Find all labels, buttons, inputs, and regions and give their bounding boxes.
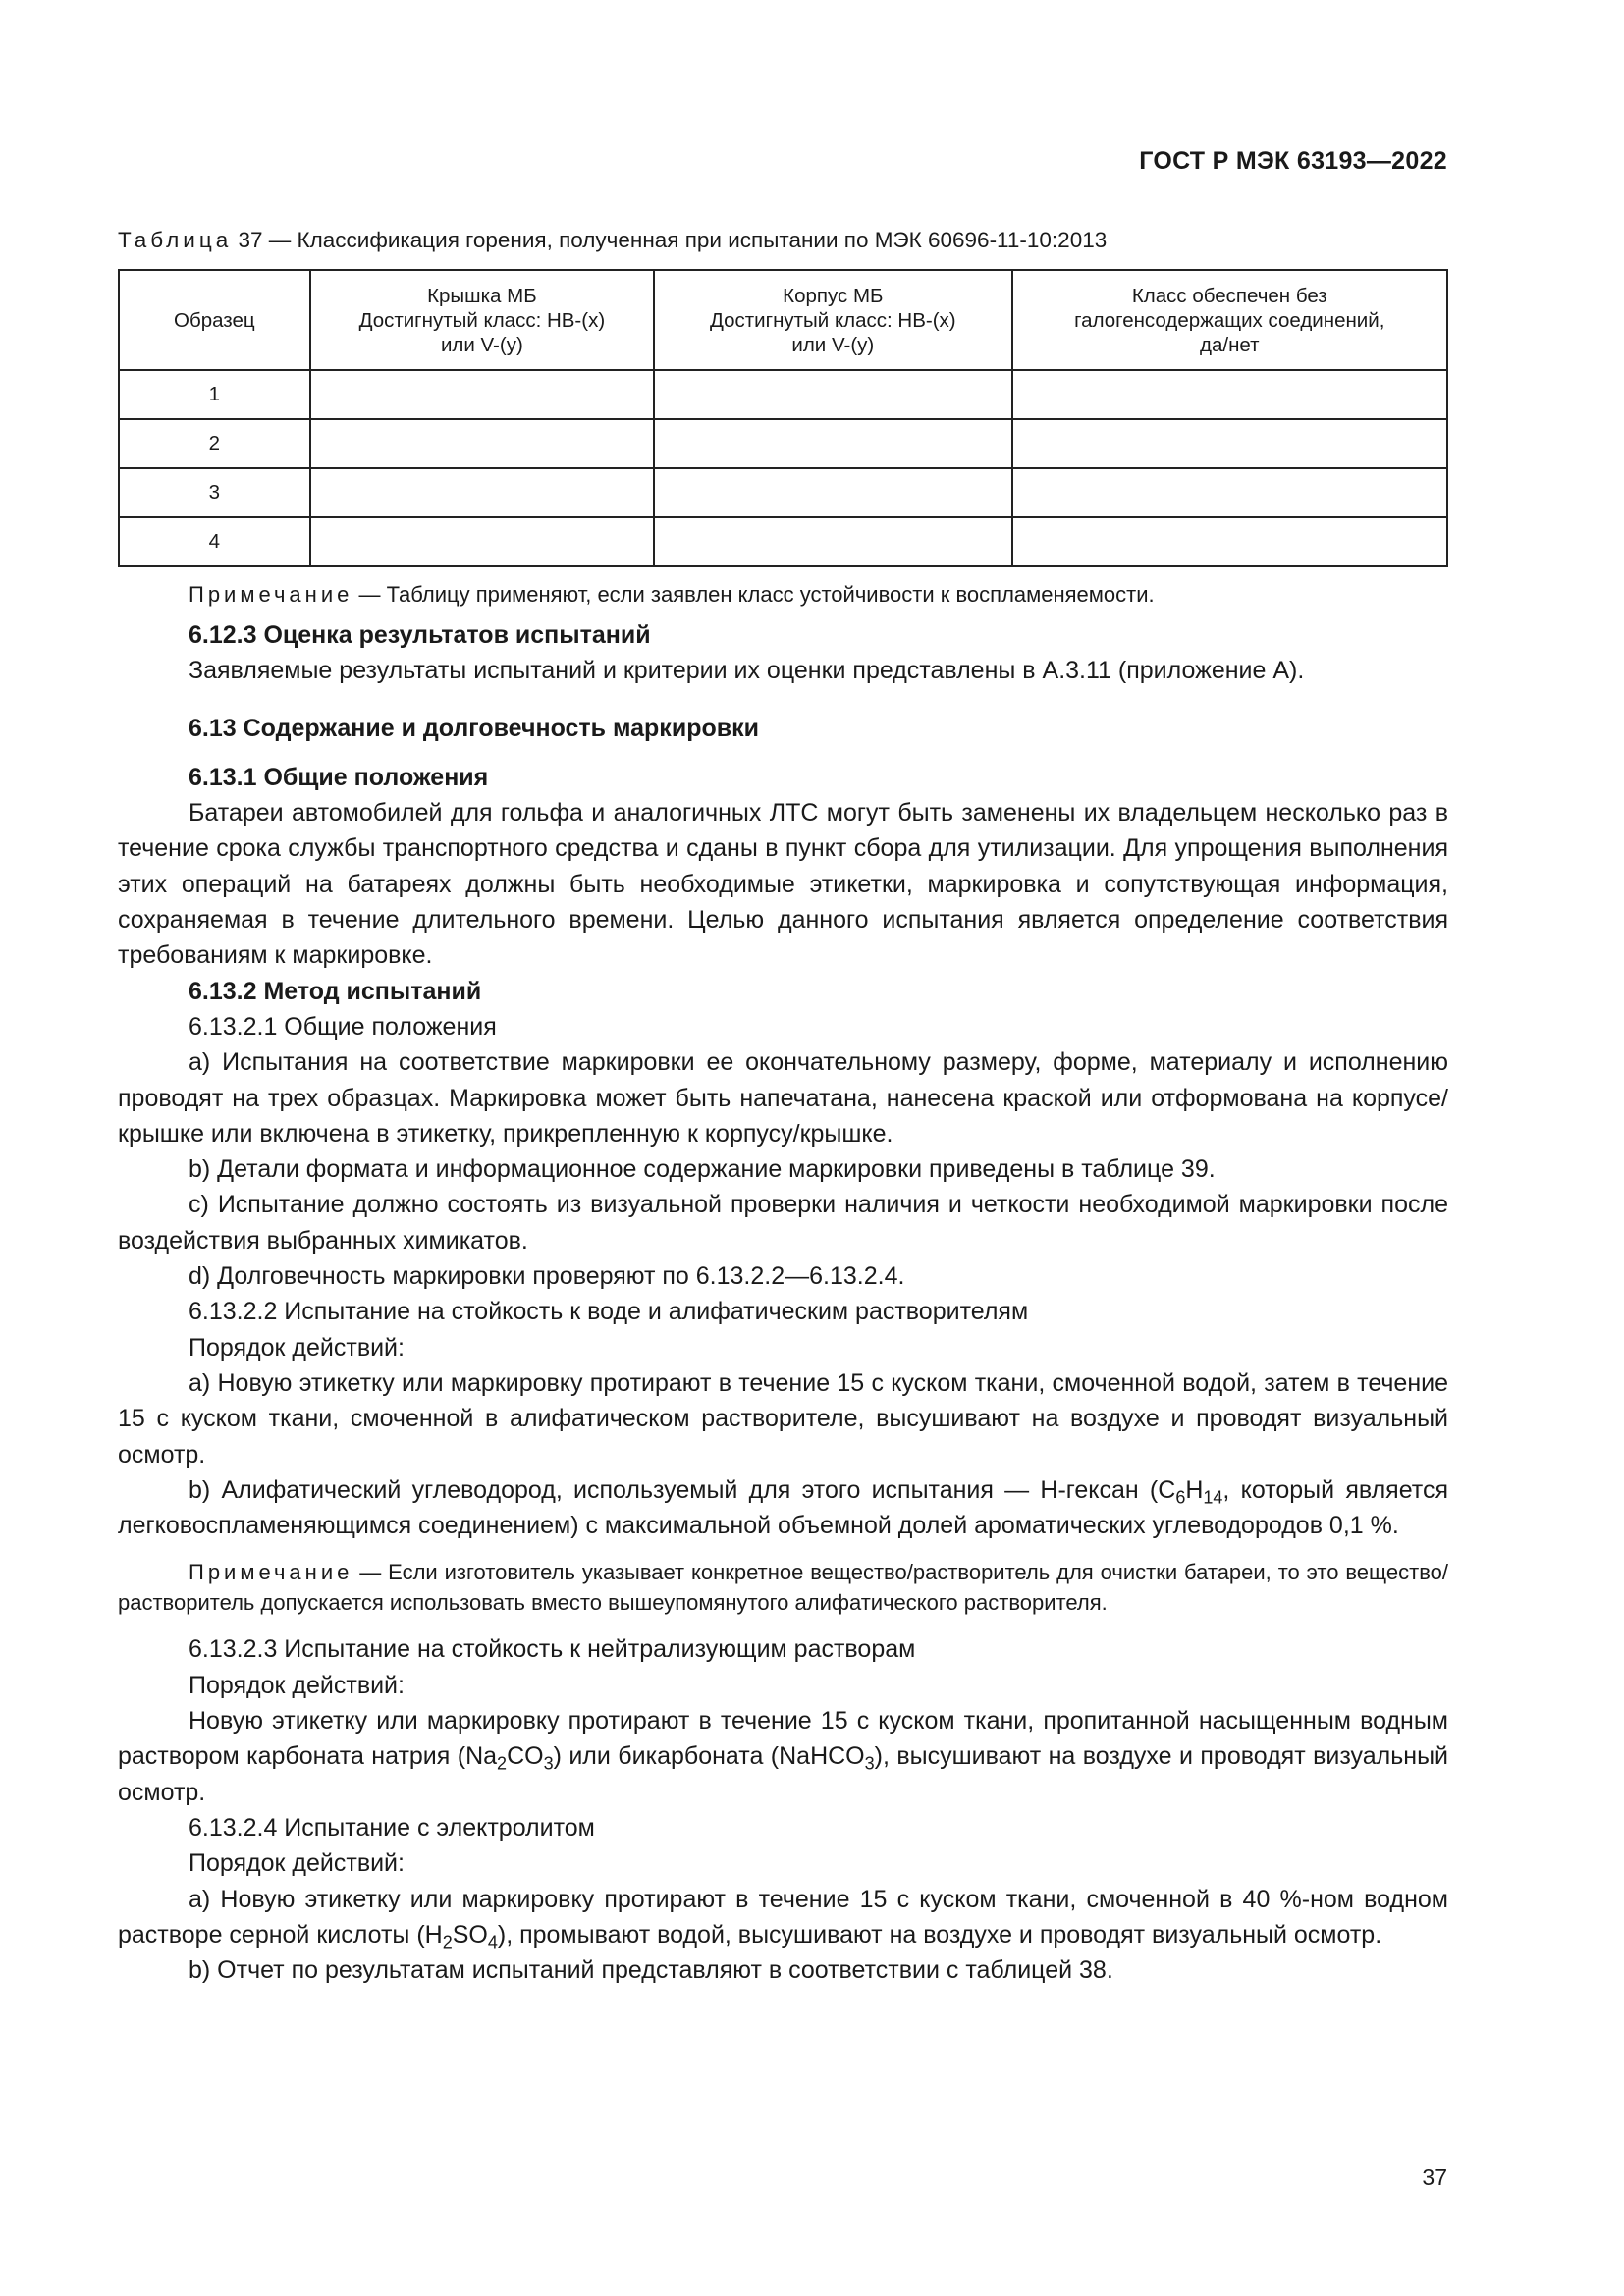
classification-table [118, 269, 1448, 567]
subscript: 3 [543, 1753, 554, 1774]
subscript: 2 [442, 1932, 453, 1952]
section-heading-6-12-3: 6.12.3 Оценка результатов испытаний [189, 621, 651, 649]
column-header-halogen-free: Класс обеспечен без галогенсодержащих соединений, да/нет [1012, 270, 1447, 370]
column-header-sample: Образец [119, 270, 310, 370]
page-number: 37 [1422, 2164, 1447, 2190]
table-cell [310, 517, 654, 566]
subscript: 3 [864, 1753, 875, 1774]
table-caption-text: 37 — Классификация горения, полученная при испытании по МЭК 60696-11-10:2013 [232, 228, 1108, 252]
table-row [119, 419, 1447, 468]
subsection-title-6-13-2-3: 6.13.2.3 Испытание на стойкость к нейтрализующим растворам [189, 1635, 916, 1664]
column-header-case: Корпус МБ Достигнутый класс: НВ-(x) или V-(y) [654, 270, 1011, 370]
section-text-6-12-3: Заявляемые результаты испытаний и критерии их оценки представлены в А.3.11 (приложение А). [189, 657, 1305, 685]
table-note-label: Примечание [189, 582, 353, 607]
subscript: 6 [1175, 1487, 1186, 1508]
table-row [119, 517, 1447, 566]
note-text: — Если изготовитель указывает конкретное вещество/растворитель для очистки батареи, то это вещество/растворитель допускается использовать вместо вышеупомянутого алифатического растворителя. [118, 1560, 1448, 1616]
sample-number-cell: 3 [119, 468, 310, 517]
text-run: Новую этикетку или маркировку протирают в течение 15 с куском ткани, пропитанной насыщенным водным раствором карбоната натрия (Na [118, 1707, 1448, 1771]
table-cell [1012, 419, 1447, 468]
text-run: ), промывают водой, высушивают на воздухе и проводят визуальный осмотр. [497, 1920, 1382, 1949]
table-caption-label: Таблица [118, 228, 233, 252]
list-item-a: a) Испытания на соответствие маркировки ее окончательному размеру, форме, материалу и исполнению проводят на трех образцах. Маркировка может быть напечатана, нанесена краской или отформована на корпусе/крышке или включена в этикетку, прикрепленную к корпусу/крышке. [118, 1048, 1448, 1148]
note-label: Примечание [189, 1560, 353, 1585]
table-body [119, 370, 1447, 566]
text-run: SO [452, 1920, 488, 1949]
table-cell [1012, 468, 1447, 517]
list-item-a: a) Новую этикетку или маркировку протирают в течение 15 с куском ткани, смоченной водой, затем в течение 15 с куском ткани, смоченной в алифатическом растворителе, высушивают на воздухе и проводят визуальный осмотр. [118, 1368, 1448, 1468]
procedure-label: Порядок действий: [189, 1849, 405, 1878]
table-cell [654, 419, 1011, 468]
table-row [119, 468, 1447, 517]
text-run: , который является легковоспламеняющимся соединением) с максимальной объемной долей ароматических углеводородов 0,1 %. [118, 1475, 1448, 1540]
table-row [119, 370, 1447, 419]
list-item-b-hexane [118, 1472, 1448, 1544]
table-caption [118, 228, 1448, 253]
table-cell [310, 419, 654, 468]
section-heading-6-13-2: 6.13.2 Метод испытаний [189, 977, 482, 1005]
solvent-note [118, 1557, 1448, 1618]
table-cell [310, 468, 654, 517]
subscript: 2 [497, 1753, 508, 1774]
table-cell [1012, 370, 1447, 419]
subsection-title-6-13-2-2: 6.13.2.2 Испытание на стойкость к воде и алифатическим растворителям [189, 1298, 1029, 1326]
list-item-c: c) Испытание должно состоять из визуальной проверки наличия и четкости необходимой маркировки после воздействия выбранных химикатов. [118, 1191, 1448, 1255]
standard-designation: ГОСТ Р МЭК 63193—2022 [1139, 147, 1447, 175]
procedure-label: Порядок действий: [189, 1671, 405, 1699]
text-run: ) или бикарбоната (NaHCO [553, 1742, 865, 1771]
table-cell [310, 370, 654, 419]
text-run: ), высушивают на воздухе и проводят визуальный осмотр. [118, 1742, 1448, 1806]
table-cell [1012, 517, 1447, 566]
subscript: 4 [487, 1932, 498, 1952]
section-text-6-13-1: Батареи автомобилей для гольфа и аналогичных ЛТС могут быть заменены их владельцем несколько раз в течение срока службы транспортного средства и сданы в пункт сбора для утилизации. Для упрощения выполнения этих операций на батареях должны быть необходимые этикетки, маркировка и сопутствующая информация, сохраняемая в течение длительного времени. Целью данного испытания является определение соответствия требованиям к маркировке. [118, 799, 1448, 970]
column-header-cover: Крышка МБ Достигнутый класс: НВ-(x) или V-(y) [310, 270, 654, 370]
text-run: a) Новую этикетку или маркировку протирают в течение 15 с куском ткани, смоченной в 40 %-ном водном растворе серной кислоты (H [118, 1885, 1448, 1949]
subsection-title-6-13-2-4: 6.13.2.4 Испытание с электролитом [189, 1813, 595, 1842]
text-run: b) Алифатический углеводород, используемый для этого испытания — Н-гексан (С [189, 1475, 1176, 1504]
table-cell [654, 468, 1011, 517]
section-heading-6-13: 6.13 Содержание и долговечность маркировки [189, 714, 759, 742]
text-run: CO [507, 1742, 544, 1771]
document-body [118, 579, 1448, 1988]
procedure-label: Порядок действий: [189, 1333, 405, 1362]
subscript: 14 [1203, 1487, 1223, 1508]
list-item-a-electrolyte [118, 1882, 1448, 1953]
section-heading-6-13-1: 6.13.1 Общие положения [189, 763, 489, 791]
sample-number-cell: 2 [119, 419, 310, 468]
text-run: Н [1185, 1475, 1204, 1504]
table-note-text: — Таблицу применяют, если заявлен класс устойчивости к воспламеняемости. [352, 582, 1155, 607]
table-cell [654, 370, 1011, 419]
sample-number-cell: 1 [119, 370, 310, 419]
table-note [118, 579, 1448, 610]
sample-number-cell: 4 [119, 517, 310, 566]
list-item-d: d) Долговечность маркировки проверяют по 6.13.2.2—6.13.2.4. [189, 1262, 905, 1291]
subsection-title-6-13-2-1: 6.13.2.1 Общие положения [189, 1012, 497, 1041]
neutralizing-procedure-text [118, 1703, 1448, 1810]
table-header-row [119, 270, 1447, 370]
list-item-b: b) Детали формата и информационное содержание маркировки приведены в таблице 39. [189, 1155, 1216, 1184]
table-cell [654, 517, 1011, 566]
list-item-b: b) Отчет по результатам испытаний представляют в соответствии с таблицей 38. [189, 1956, 1113, 1985]
